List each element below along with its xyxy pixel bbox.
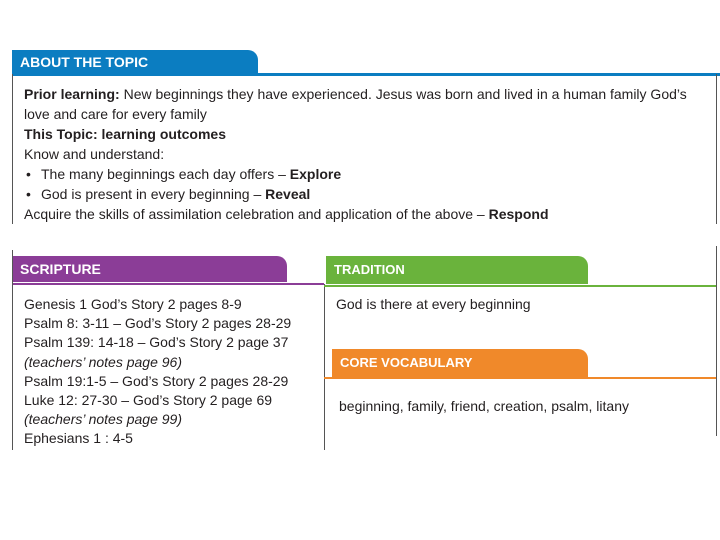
- outcome-item: • The many beginnings each day offers – Explore: [24, 164, 714, 184]
- scripture-line: Luke 12: 27-30 – God’s Story 2 page 69: [24, 392, 273, 409]
- about-topic-heading: ABOUT THE TOPIC: [20, 54, 149, 70]
- about-left-border: [12, 74, 13, 224]
- outcomes-heading: This Topic: learning outcomes: [24, 126, 226, 142]
- outcome-tag-reveal: Reveal: [265, 186, 311, 202]
- core-vocabulary-tab: [332, 349, 588, 377]
- tradition-rule: [324, 285, 716, 287]
- core-vocabulary-text: beginning, family, friend, creation, psalm, litany: [339, 398, 629, 414]
- scripture-line: Genesis 1 God’s Story 2 pages 8-9: [24, 296, 242, 312]
- scripture-list: [24, 295, 324, 449]
- skills-line: Acquire the skills of assimilation celebration and application of the above – Respond: [24, 206, 549, 222]
- scripture-rule: [12, 283, 324, 285]
- about-topic-body: [24, 84, 714, 224]
- outcome-tag-explore: Explore: [289, 166, 342, 182]
- scripture-line: Psalm 139: 14-18 – God’s Story 2 page 37: [24, 334, 289, 351]
- outcomes-list: [24, 164, 714, 204]
- scripture-note: (teachers’ notes page 99): [24, 411, 182, 428]
- tradition-text: God is there at every beginning: [336, 296, 531, 312]
- tradition-right-border: [716, 246, 717, 436]
- scripture-tab: [12, 256, 287, 282]
- know-understand-label: Know and understand:: [24, 146, 165, 162]
- prior-learning-label: Prior learning:: [24, 86, 120, 102]
- about-topic-tab: [12, 50, 258, 74]
- outcome-item: • God is present in every beginning – Reveal: [24, 184, 714, 204]
- about-right-border: [716, 74, 717, 224]
- prior-learning: [24, 84, 714, 124]
- scripture-left-border: [12, 250, 13, 450]
- tradition-heading: TRADITION: [334, 262, 405, 277]
- scripture-heading: SCRIPTURE: [20, 261, 101, 277]
- scripture-note: (teachers’ notes page 96): [24, 353, 182, 370]
- skills-tag-respond: Respond: [488, 206, 549, 222]
- scripture-line: Psalm 19:1-5 – God’s Story 2 pages 28-29: [24, 372, 289, 389]
- about-topic-rule: [12, 73, 720, 76]
- scripture-line: Ephesians 1 : 4-5: [24, 430, 133, 447]
- prior-learning-text: New beginnings they have experienced. Jesus was born and lived in a human family God’s love and care for every family: [24, 86, 687, 122]
- tradition-tab: [326, 256, 588, 284]
- core-vocabulary-heading: CORE VOCABULARY: [340, 355, 473, 370]
- vocabulary-rule: [324, 377, 716, 379]
- column-divider: [324, 284, 325, 450]
- scripture-line: Psalm 8: 3-11 – God’s Story 2 pages 28-29: [24, 315, 292, 332]
